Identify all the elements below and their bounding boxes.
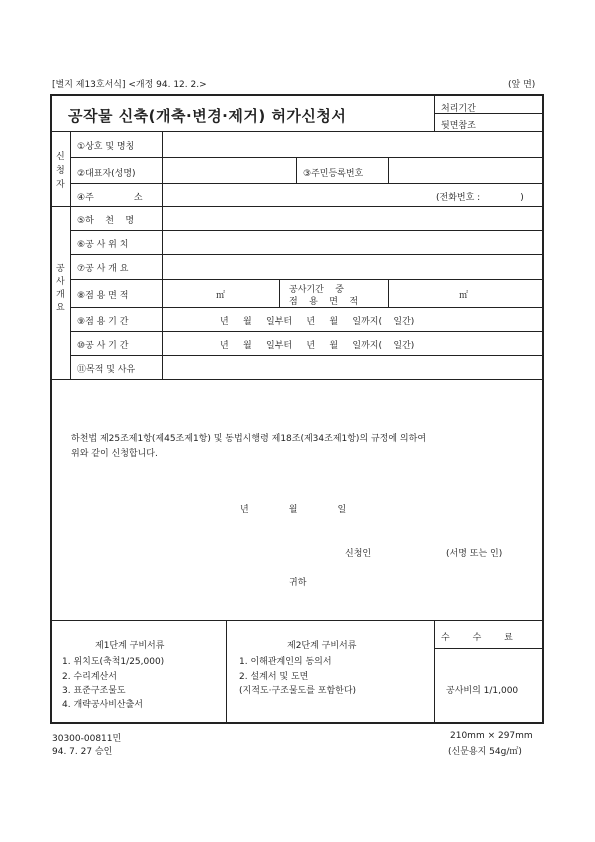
form-number: [별지 제13호서식] <개정 94. 12. 2.> — [52, 80, 207, 90]
phone-label: (전화번호 : ) — [436, 193, 524, 203]
work-period-value: 년 월 일부터 년 월 일까지( 일간) — [220, 341, 415, 351]
page-side: (앞 면) — [508, 80, 536, 90]
applicant-label: 신청인 — [345, 549, 372, 559]
docs2-item: 1. 이해관계인의 동의서 — [239, 657, 332, 667]
area-label: ⑧점 용 면 적 — [77, 291, 129, 301]
addressee-label: 귀하 — [289, 578, 307, 588]
approval-date: 94. 7. 27 승인 — [52, 747, 113, 757]
reg-number-label: ③주민등록번호 — [303, 169, 364, 179]
fee-title: 수 수 료 — [441, 633, 513, 643]
docs1-item: 3. 표준구조물도 — [62, 686, 126, 696]
applicant-group-label: 신청자 — [56, 152, 65, 190]
paper-type: (신문용지 54g/㎡) — [448, 747, 522, 757]
application-date: 년 월 일 — [240, 505, 347, 515]
signature-label: (서명 또는 인) — [446, 549, 503, 559]
works-group-label: 공사개요 — [56, 264, 65, 313]
occupy-period-value: 년 월 일부터 년 월 일까지( 일간) — [220, 317, 415, 327]
area-unit-2: ㎡ — [459, 291, 469, 301]
area-unit: ㎡ — [216, 291, 226, 301]
company-name-label: ①상호 및 명칭 — [77, 142, 135, 152]
docs2-title: 제2단계 구비서류 — [287, 641, 357, 651]
docs1-item: 2. 수리계산서 — [62, 672, 117, 682]
docs1-title: 제1단계 구비서류 — [95, 641, 165, 651]
occupy-period-label: ⑨점 용 기 간 — [77, 317, 129, 327]
during-label-2: 점 용 면 적 — [289, 297, 359, 307]
docs2-item: (지적도·구조물도를 포함한다) — [239, 686, 357, 696]
form-title: 공작물 신축(개축·변경·제거) 허가신청서 — [68, 107, 347, 125]
processing-label: 처리기간 — [441, 104, 476, 114]
representative-label: ②대표자(성명) — [77, 169, 136, 179]
processing-note: 뒷면참조 — [441, 121, 476, 131]
statement-line-2: 위와 같이 신청합니다. — [71, 449, 158, 459]
paper-size: 210mm × 297mm — [450, 731, 533, 741]
form-code: 30300-00811민 — [52, 734, 122, 744]
summary-label: ⑦공 사 개 요 — [77, 264, 129, 274]
docs1-item: 1. 위치도(축척1/25,000) — [62, 657, 165, 667]
purpose-label: ⑪목적 및 사유 — [77, 365, 136, 375]
work-period-label: ⑩공 사 기 간 — [77, 341, 129, 351]
docs2-item: 2. 설계서 및 도면 — [239, 672, 309, 682]
address-label: ④주 소 — [77, 193, 143, 203]
docs1-item: 4. 개략공사비산출서 — [62, 700, 144, 710]
during-label-1: 공사기간 중 — [289, 285, 344, 295]
fee-value: 공사비의 1/1,000 — [446, 686, 519, 696]
statement-line-1: 하천법 제25조제1항(제45조제1항) 및 동법시행령 제18조(제34조제1항)의 규정에 의하여 — [71, 434, 427, 444]
river-label: ⑤하 천 명 — [77, 216, 135, 226]
site-label: ⑥공 사 위 치 — [77, 240, 129, 250]
